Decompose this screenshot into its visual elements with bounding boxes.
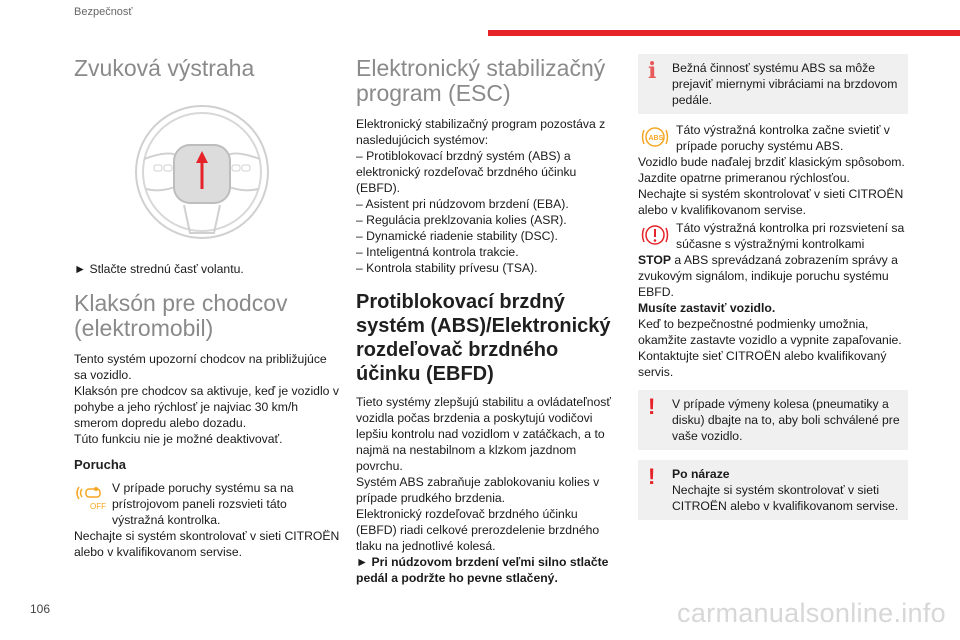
abs-fault-text-3: Nechajte si systém skontrolovať v sieti CITROËN alebo v kvalifikovanom servise.	[638, 187, 904, 217]
brake-fault-text-4: Kontaktujte sieť CITROËN alebo kvalifikovaný servis.	[638, 349, 887, 379]
fault-heading: Porucha	[74, 457, 127, 472]
esc-item-6: – Kontrola stability prívesu (TSA).	[356, 261, 538, 275]
esc-item-2: – Asistent pri núdzovom brzdení (EBA).	[356, 197, 569, 211]
column-1	[74, 52, 342, 560]
warning-note-after-impact	[638, 460, 908, 520]
abs-text-3: Elektronický rozdeľovač brzdného účinku (EBFD) riadi celkové prerozdelenie brzdného tlaku na jednotlivé kolesá.	[356, 507, 600, 553]
warn-impact-text: Nechajte si systém skontrolovať v sieti CITROËN alebo v kvalifikovanom servise.	[672, 483, 899, 513]
abs-emergency-instruction: ► Pri núdzovom brzdení veľmi silno stlačte pedál a podržte ho pevne stlačený.	[356, 555, 609, 585]
info-icon: i	[648, 58, 657, 84]
esc-item-3: – Regulácia preklzovania kolies (ASR).	[356, 213, 567, 227]
pedestrian-text-3: Túto funkciu nie je možné deaktivovať.	[74, 432, 283, 446]
steering-wheel-icon	[132, 97, 272, 247]
warning-exclamation-icon: !	[648, 394, 656, 419]
abs-icon-label: ABS	[648, 135, 664, 142]
brake-system-warning-icon	[638, 220, 672, 250]
esc-item-5: – Inteligentná kontrola trakcie.	[356, 245, 519, 259]
info-note-abs-vibration	[638, 54, 908, 114]
esc-item-4: – Dynamické riadenie stability (DSC).	[356, 229, 558, 243]
esc-intro: Elektronický stabilizačný program pozostáva z nasledujúcich systémov:	[356, 117, 606, 147]
pedestrian-horn-title: Klaksón pre chodcov (elektromobil)	[74, 290, 288, 341]
brake-fault-text-1: Táto výstražná kontrolka pri rozsvietení sa súčasne s výstražnými kontrolkami	[676, 221, 905, 251]
abs-title: Protiblokovací brzdný systém (ABS)/Elektronický rozdeľovač brzdného účinku (EBFD)	[356, 291, 611, 385]
fault-text-2: Nechajte si systém skontrolovať v sieti CITROËN alebo v kvalifikovanom servise.	[74, 529, 340, 559]
section-label: Bezpečnosť	[74, 6, 133, 18]
press-center-instruction: ► Stlačte strednú časť volantu.	[74, 262, 244, 276]
abs-fault-text-2: Vozidlo bude naďalej brzdiť klasickým spôsobom. Jazdite opatrne primeranou rýchlosťou.	[638, 155, 905, 185]
page-number: 106	[30, 602, 51, 616]
warn-impact-title: Po náraze	[672, 467, 730, 481]
column-3	[638, 52, 908, 520]
brake-fault-text-2	[638, 252, 908, 300]
abs-fault-text-1: Táto výstražná kontrolka začne svietiť v prípade poruchy systému ABS.	[676, 123, 890, 153]
column-2	[356, 52, 618, 586]
horn-title: Zvuková výstraha	[74, 55, 255, 81]
warning-note-wheel-change	[638, 390, 908, 450]
warning-exclamation-icon: !	[648, 464, 656, 489]
warn-wheel-text: V prípade výmeny kolesa (pneumatiky a disku) dbajte na to, aby boli schválené pre vaše vozidlo.	[672, 397, 900, 443]
info-text: Bežná činnosť systému ABS sa môže prejaviť miernymi vibráciami na brzdovom pedále.	[672, 61, 898, 107]
fault-text-1: V prípade poruchy systému sa na prístrojovom paneli rozsvieti táto výstražná kontrolka.	[112, 481, 294, 527]
brake-fault-text-3: Keď to bezpečnostné podmienky umožnia, okamžite zastavte vozidlo a vypnite zapaľovanie.	[638, 317, 902, 347]
esc-title: Elektronický stabilizačný program (ESC)	[356, 55, 606, 106]
watermark: carmanualsonline.info	[677, 598, 946, 628]
header-accent-bar	[488, 30, 960, 36]
stop-label: STOP	[638, 253, 671, 267]
must-stop-text: Musíte zastaviť vozidlo.	[638, 301, 776, 315]
pedestrian-horn-off-icon	[74, 480, 108, 514]
brake-fault-text-2-rest: a ABS sprevádzaná zobrazením správy a zvukovým signálom, indikuje poruchu systému EBFD.	[638, 253, 898, 299]
abs-warning-icon	[638, 122, 672, 152]
off-icon-label: OFF	[90, 502, 106, 511]
pedestrian-text-2: Klaksón pre chodcov sa aktivuje, keď je vozidlo v pohybe a jeho rýchlosť je najviac 30 km/h smerom dopredu alebo dozadu.	[74, 384, 339, 430]
esc-item-1: – Protiblokovací brzdný systém (ABS) a elektronický rozdeľovač brzdného účinku (EBFD).	[356, 149, 577, 195]
pedestrian-text-1: Tento systém upozorní chodcov na približujúce sa vozidlo.	[74, 352, 327, 382]
abs-text-2: Systém ABS zabraňuje zablokovaniu kolies v prípade prudkého brzdenia.	[356, 475, 600, 505]
abs-text-1: Tieto systémy zlepšujú stabilitu a ovládateľnosť vozidla počas brzdenia a poskytujú vodičovi lepšiu kontrolu nad vozidlom v zatáčkach, a to najmä na nestabilnom a klzkom jazdnom povrchu.	[356, 395, 611, 473]
